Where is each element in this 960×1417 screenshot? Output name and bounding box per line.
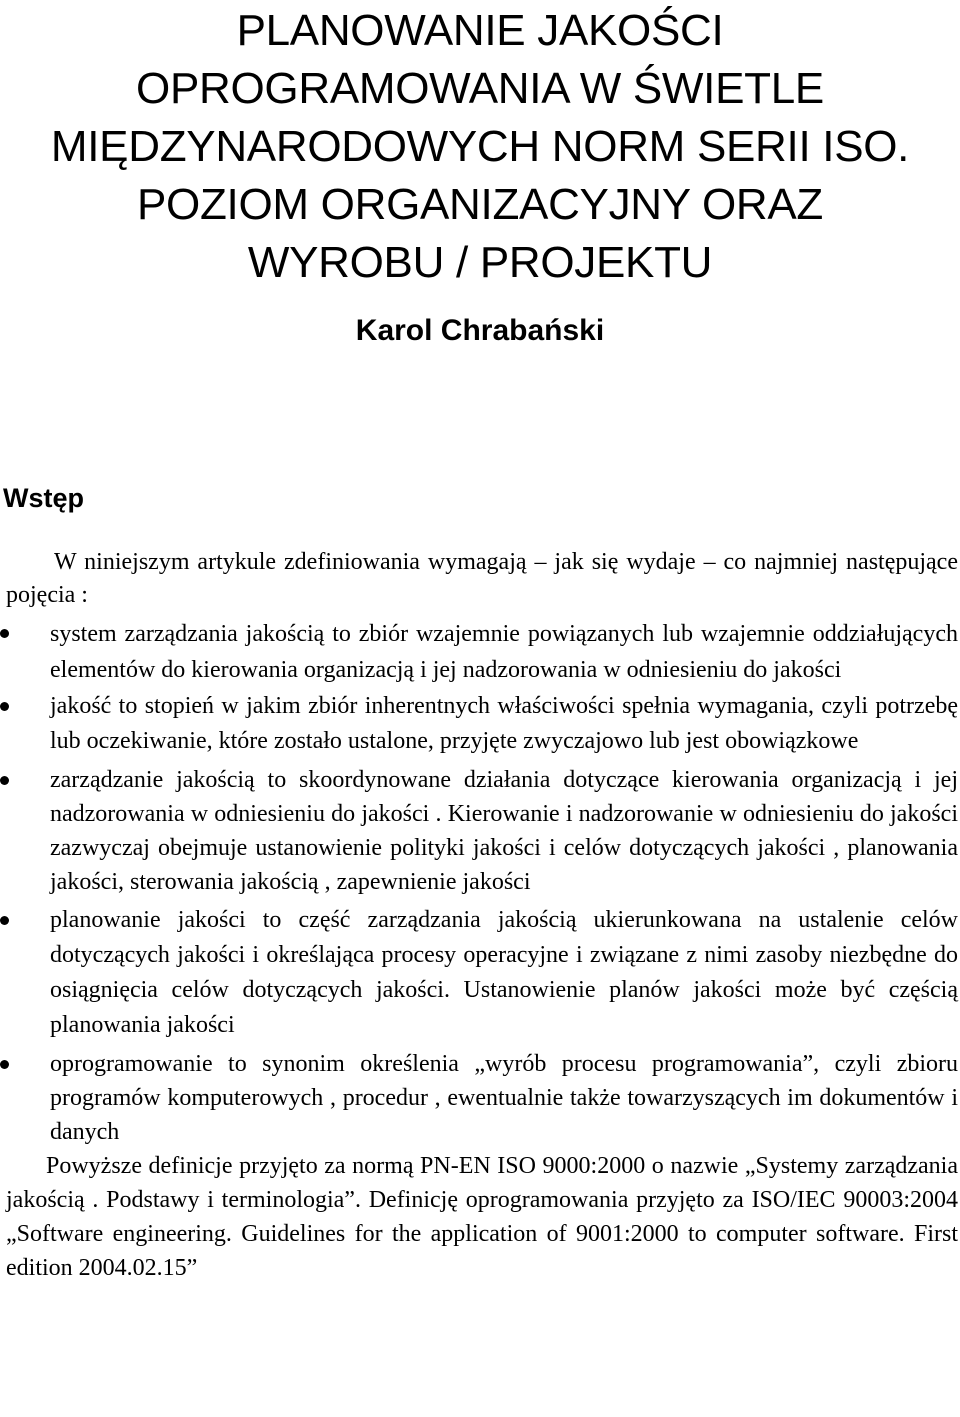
list-item	[0, 616, 958, 688]
definition-list	[0, 616, 958, 1149]
bullet-icon	[0, 776, 9, 785]
title-line: PLANOWANIE JAKOŚCI	[236, 6, 724, 55]
bullet-icon	[0, 916, 9, 925]
title-line: OPROGRAMOWANIA W ŚWIETLE	[136, 64, 824, 113]
list-item-text: system zarządzania jakością to zbiór wzajemnie powiązanych lub wzajemnie oddziałujących elementów do kierowania organizacją i jej nadzorowania w odniesieniu do jakości	[50, 621, 958, 683]
bullet-icon	[0, 629, 9, 638]
list-item	[0, 903, 958, 1043]
author-name: Karol Chrabański	[355, 314, 605, 347]
title-line: WYROBU / PROJEKTU	[247, 238, 713, 287]
list-item	[0, 763, 958, 899]
title-line: POZIOM ORGANIZACYJNY ORAZ	[137, 180, 823, 229]
list-item-text: planowanie jakości to część zarządzania jakością ukierunkowana na ustalenie celów dotyczących jakości i określająca procesy operacyjne i związane z nimi zasoby niezbędne do osiągnięcia celów dotyczących jakości. Ustanowienie planów jakości może być częścią planowania jakości	[50, 907, 958, 1038]
bullet-icon	[0, 702, 9, 711]
title-line: MIĘDZYNARODOWYCH NORM SERII ISO.	[50, 122, 910, 171]
list-item-text: jakość to stopień w jakim zbiór inherentnych właściwości spełnia wymagania, czyli potrzebę lub oczekiwanie, które zostało ustalone, przyjęte zwyczajowo lub jest obowiązkowe	[50, 693, 958, 754]
list-item-text: oprogramowanie to synonim określenia „wyrób procesu programowania”, czyli zbioru programów komputerowych , procedur , ewentualnie także towarzyszących im dokumentów i danych	[50, 1051, 958, 1145]
document-title	[0, 2, 960, 292]
list-item	[0, 1047, 958, 1149]
section-heading: Wstęp	[3, 483, 84, 513]
list-item	[0, 689, 958, 759]
bullet-icon	[0, 1060, 9, 1069]
article-body	[0, 546, 958, 1285]
intro-paragraph: W niniejszym artykule zdefiniowania wymagają – jak się wydaje – co najmniej następujące pojęcia :	[6, 549, 958, 608]
list-item-text: zarządzanie jakością to skoordynowane działania dotyczące kierowania organizacją i jej nadzorowania w odniesieniu do jakości . Kierowanie i nadzorowanie w odniesieniu do jakości zazwyczaj obejmuje ustanowienie polityki jakości i celów dotyczących jakości , planowania jakości, sterowania jakością , zapewnienie jakości	[50, 767, 958, 895]
closing-paragraph: Powyższe definicje przyjęto za normą PN-EN ISO 9000:2000 o nazwie „Systemy zarządzania jakością . Podstawy i terminologia”. Definicję oprogramowania przyjęto za ISO/IEC 90003:2004 „Software engineering. Guidelines for the application of 9001:2000 to computer software. First edition 2004.02.15”	[6, 1153, 958, 1281]
